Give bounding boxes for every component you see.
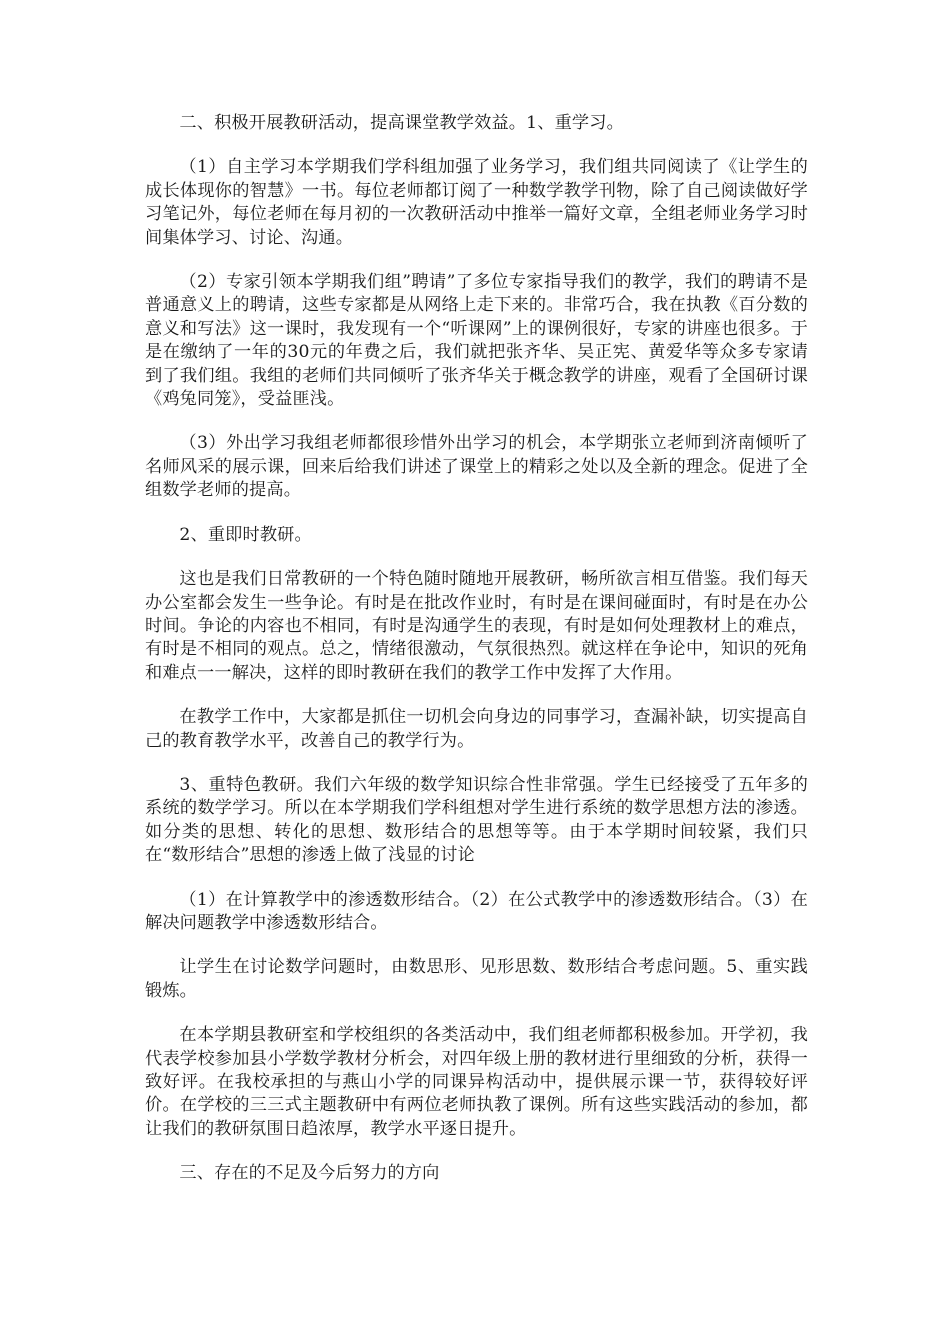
paragraph-special-research: 3、重特色教研。我们六年级的数学知识综合性非常强。学生已经接受了五年多的系统的数学学习。所以在本学期我们学科组想对学生进行系统的数学思想方法的渗透。如分类的思想、转化的思想、数形结合的思想等等。由于本学期时间较紧，我们只在“数形结合”思想的渗透上做了浅显的讨论 [145, 774, 808, 866]
heading-section-two: 二、积极开展教研活动，提高课堂教学效益。1、重学习。 [179, 113, 624, 133]
document-body [145, 112, 808, 1207]
paragraph-daily-research: 这也是我们日常教研的一个特色随时随地开展教研，畅所欲言相互借鉴。我们每天办公室都会发生一些争论。有时是在批改作业时，有时是在课间碰面时，有时是在办公时间。争论的内容也不相同，有时是沟通学生的表现，有时是如何处理教材上的难点，有时是不相同的观点。总之，情绪很激动，气氛很热烈。就这样在争论中，知识的死角和难点一一解决，这样的即时教研在我们的教学工作中发挥了大作用。 [145, 569, 808, 683]
paragraph-learning-from-colleagues: 在教学工作中，大家都是抓住一切机会向身边的同事学习，查漏补缺，切实提高自己的教育教学水平，改善自己的教学行为。 [145, 707, 808, 751]
paragraph-external-study: （3）外出学习我组老师都很珍惜外出学习的机会，本学期张立老师到济南倾听了名师风采的展示课，回来后给我们讲述了课堂上的精彩之处以及全新的理念。促进了全组数学老师的提高。 [145, 433, 808, 501]
paragraph-practice-heading: 让学生在讨论数学问题时，由数思形、见形思数、数形结合考虑问题。5、重实践锻炼。 [145, 957, 808, 1001]
subheading-instant-research: 2、重即时教研。 [179, 524, 312, 545]
paragraph-self-study: （1）自主学习本学期我们学科组加强了业务学习，我们组共同阅读了《让学生的成长体现你的智慧》一书。每位老师都订阅了一种数学教学刊物，除了自己阅读做好学习笔记外，每位老师在每月初的一次教研活动中推举一篇好文章，全组老师业务学习时间集体学习、讨论、沟通。 [145, 157, 808, 248]
paragraph-expert-guidance: （2）专家引领本学期我们组”聘请”了多位专家指导我们的教学，我们的聘请不是普通意义上的聘请，这些专家都是从网络上走下来的。非常巧合，我在执教《百分数的意义和写法》这一课时，我发现有一个“听课网”上的课例很好，专家的讲座也很多。于是在缴纳了一年的30元的年费之后，我们就把张齐华、吴正宪、黄爱华等众多专家请到了我们组。我组的老师们共同倾听了张齐华关于概念教学的讲座，观看了全国研讨课《鸡兔同笼》，受益匪浅。 [145, 272, 808, 410]
paragraph-number-shape-items: （1）在计算教学中的渗透数形结合。（2）在公式教学中的渗透数形结合。（3）在解决问题教学中渗透数形结合。 [145, 889, 808, 933]
paragraph-practice-activities: 在本学期县教研室和学校组织的各类活动中，我们组老师都积极参加。开学初，我代表学校参加县小学数学教材分析会，对四年级上册的教材进行里细致的分析，获得一致好评。在我校承担的与燕山小学的同课异构活动中，提供展示课一节，获得较好评价。在学校的三三式主题教研中有两位老师执教了课例。所有这些实践活动的参加，都让我们的教研氛围日趋浓厚，教学水平逐日提升。 [145, 1025, 808, 1139]
heading-section-three: 三、存在的不足及今后努力的方向 [179, 1163, 440, 1184]
